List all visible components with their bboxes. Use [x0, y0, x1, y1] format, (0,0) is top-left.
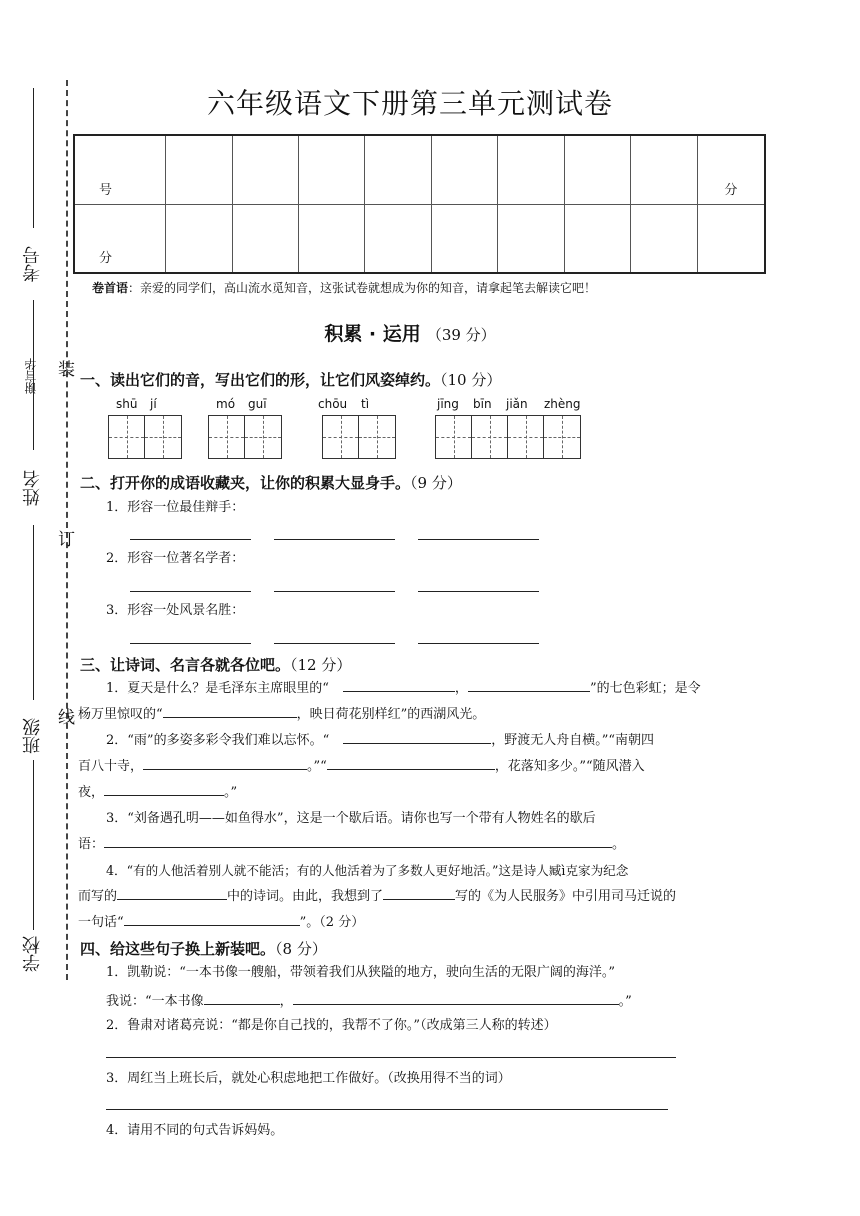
- q2-item: 3．形容一处风景名胜：: [106, 603, 245, 618]
- score-cell[interactable]: [564, 135, 630, 204]
- answer-line[interactable]: [418, 643, 539, 644]
- score-cell-label: 号: [74, 135, 166, 204]
- q3-body: [78, 676, 760, 936]
- pinyin: chōu: [318, 397, 348, 411]
- binding-rule: [33, 760, 34, 930]
- q1-score: （10 分）: [440, 371, 502, 389]
- q3-text: 4．“有的人他活着别人就不能活；有的人他活着为了多数人更好地活。”这是诗人臧ì克家为纪念: [106, 863, 629, 878]
- pinyin: shū: [116, 397, 138, 411]
- answer-line[interactable]: [274, 643, 395, 644]
- score-cell[interactable]: [631, 135, 697, 204]
- binding-rule: [33, 525, 34, 700]
- side-label-kaohao: 考号: [22, 246, 43, 282]
- q2-heading-text: 二、打开你的成语收藏夹，让你的积累大显身手。: [80, 474, 411, 492]
- score-cell[interactable]: [166, 204, 232, 273]
- q3-text: 。”“: [307, 759, 327, 774]
- pinyin: zhèng: [544, 397, 581, 411]
- score-cell-label: 分: [74, 204, 166, 273]
- q3-text: 1．夏天是什么？是毛泽东主席眼里的“: [106, 681, 329, 696]
- q1-heading: [80, 369, 501, 390]
- score-table: [73, 134, 766, 274]
- tian-grid[interactable]: [108, 415, 182, 459]
- motto: [92, 279, 596, 296]
- tian-cell[interactable]: [245, 416, 281, 458]
- section-score: （39 分）: [426, 326, 496, 344]
- q3-text: 。”: [224, 785, 238, 800]
- answer-line[interactable]: [418, 591, 539, 592]
- q3-text: ，花落知多少。”“随风潜入: [494, 759, 645, 774]
- score-cell[interactable]: [431, 204, 497, 273]
- q4-score: （8 分）: [275, 940, 327, 958]
- pinyin: guī: [248, 397, 267, 411]
- score-cell-label: 分: [697, 135, 765, 204]
- q3-heading-text: 三、让诗词、名言各就各位吧。: [80, 656, 291, 674]
- q4-text: 。”: [618, 994, 632, 1009]
- answer-line[interactable]: [106, 1057, 676, 1058]
- page-title: 六年级语文下册第三单元测试卷: [206, 87, 613, 120]
- score-cell[interactable]: [564, 204, 630, 273]
- tian-grid[interactable]: [208, 415, 282, 459]
- tian-grid[interactable]: [322, 415, 396, 459]
- answer-line[interactable]: [130, 643, 251, 644]
- q4-text: ，: [279, 994, 293, 1009]
- score-cell[interactable]: [631, 204, 697, 273]
- pinyin: jiǎn: [506, 397, 528, 411]
- score-cell[interactable]: [365, 204, 431, 273]
- q4-text: 我说：“一本书像: [106, 994, 204, 1009]
- answer-line[interactable]: [274, 539, 395, 540]
- q4-sentence: 3．周红当上班长后，就处心积虑地把工作做好。（改换用得不当的词）: [106, 1071, 511, 1086]
- q3-heading: [80, 654, 351, 675]
- side-label-xingming: 姓名: [22, 470, 43, 506]
- blank[interactable]: [293, 992, 619, 1005]
- score-cell[interactable]: [232, 135, 298, 204]
- pinyin: tì: [361, 397, 370, 411]
- score-cell[interactable]: [431, 135, 497, 204]
- q2-item: 1．形容一位最佳辩手：: [106, 500, 245, 515]
- tian-cell[interactable]: [472, 416, 508, 458]
- tian-cell[interactable]: [544, 416, 580, 458]
- q2-score: （9 分）: [410, 474, 462, 492]
- q3-text: ，映日荷花别样红”的西湖风光。: [296, 707, 486, 722]
- tian-cell[interactable]: [145, 416, 181, 458]
- blank[interactable]: [104, 833, 612, 848]
- blank[interactable]: [327, 755, 495, 770]
- q3-text: 而写的: [78, 889, 118, 904]
- q4-sentence: 4．请用不同的句式告诉妈妈。: [106, 1123, 284, 1138]
- q2-heading: [80, 472, 462, 493]
- q3-text: ，: [454, 681, 468, 696]
- q3-text: 夜，: [78, 785, 105, 800]
- score-cell[interactable]: [299, 135, 365, 204]
- pinyin: jí: [150, 397, 157, 411]
- motto-text: ：亲爱的同学们，高山流水觅知音，这张试卷就想成为你的知音，请拿起笔去解读它吧！: [128, 281, 597, 295]
- q3-text: 中的诗词。由此，我想到了: [227, 889, 384, 904]
- bind-ding: 订: [58, 530, 75, 550]
- score-cell[interactable]: [498, 135, 564, 204]
- q1-heading-text: 一、读出它们的音，写出它们的形，让它们风姿绰约。: [80, 371, 441, 389]
- score-cell[interactable]: [232, 204, 298, 273]
- tian-grid[interactable]: [435, 415, 581, 459]
- answer-line[interactable]: [106, 1109, 668, 1110]
- tian-cell[interactable]: [109, 416, 145, 458]
- pinyin: mó: [216, 397, 236, 411]
- q3-text: ”的七色彩虹；是令: [589, 681, 701, 696]
- q4-sentence: 2．鲁肃对诸葛亮说：“都是你自己找的，我帮不了你。”（改成第三人称的转述）: [106, 1018, 557, 1033]
- tian-cell[interactable]: [436, 416, 472, 458]
- q4-heading: [80, 938, 327, 959]
- motto-label: 卷首语: [92, 281, 129, 295]
- pinyin: bīn: [473, 397, 492, 411]
- blank[interactable]: [124, 911, 300, 926]
- q3-text: 杨万里惊叹的“: [78, 707, 163, 722]
- blank[interactable]: [104, 781, 224, 796]
- blank[interactable]: [468, 677, 590, 692]
- q3-text: 一句话“: [78, 915, 124, 930]
- blank[interactable]: [143, 755, 307, 770]
- tian-cell[interactable]: [508, 416, 544, 458]
- side-label-xuexiao: 学校: [22, 936, 43, 972]
- blank[interactable]: [383, 885, 455, 900]
- q4-heading-text: 四、给这些句子换上新装吧。: [80, 940, 276, 958]
- blank[interactable]: [117, 885, 227, 900]
- bind-zhuang: 装: [58, 360, 75, 380]
- q3-text: ”。（2 分）: [299, 915, 365, 930]
- section-name: 积累 · 运用: [324, 323, 421, 345]
- score-cell[interactable]: [498, 204, 564, 273]
- score-cell[interactable]: [697, 204, 765, 273]
- tian-cell[interactable]: [323, 416, 359, 458]
- q4-sentence: 1．凯勒说：“一本书像一艘船，带领着我们从狭隘的地方，驶向生活的无限广阔的海洋。”: [106, 965, 616, 980]
- q3-text: 语：: [78, 837, 105, 852]
- q3-text: 。: [612, 837, 626, 852]
- answer-line[interactable]: [418, 539, 539, 540]
- blank[interactable]: [343, 729, 491, 744]
- blank[interactable]: [204, 992, 280, 1005]
- answer-line[interactable]: [274, 591, 395, 592]
- bind-xian: 线: [58, 708, 75, 728]
- blank[interactable]: [163, 703, 297, 718]
- section-title: [0, 319, 820, 346]
- side-label-banji: 班级: [22, 718, 43, 754]
- score-cell[interactable]: [299, 204, 365, 273]
- q3-text: 2．“雨”的多姿多彩令我们难以忘怀。“: [106, 733, 330, 748]
- q3-text: 百八十寺，: [78, 759, 144, 774]
- blank[interactable]: [343, 677, 455, 692]
- q3-text: ，野渡无人舟自横。”“南朝四: [491, 733, 655, 748]
- score-cell[interactable]: [365, 135, 431, 204]
- tian-cell[interactable]: [359, 416, 395, 458]
- q3-text: 3．“刘备遇孔明——如鱼得水”，这是一个歇后语。请你也写一个带有人物姓名的歇后: [106, 811, 596, 826]
- answer-line[interactable]: [130, 591, 251, 592]
- tian-cell[interactable]: [209, 416, 245, 458]
- q3-text: 写的《为人民服务》中引用司马迁说的: [455, 889, 677, 904]
- q3-score: （12 分）: [290, 656, 352, 674]
- answer-line[interactable]: [130, 539, 251, 540]
- q4-rewrite: [106, 992, 632, 1008]
- score-cell[interactable]: [166, 135, 232, 204]
- side-teacher: 谢言华: [24, 358, 38, 394]
- q2-item: 2．形容一位著名学者：: [106, 551, 245, 566]
- pinyin: jīng: [437, 397, 459, 411]
